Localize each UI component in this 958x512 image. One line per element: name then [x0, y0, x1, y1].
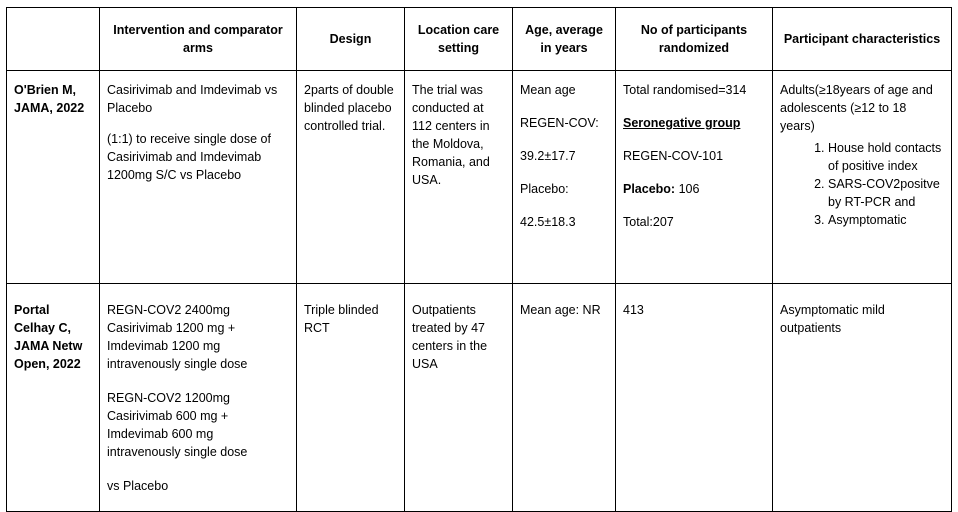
age-text: REGEN-COV:: [520, 116, 599, 130]
study-cell: O'Brien M, JAMA, 2022: [7, 71, 100, 284]
participants-regen: REGEN-COV-101: [623, 149, 724, 163]
list-item: 3. Asymptomatic: [828, 211, 944, 229]
header-study: [7, 8, 100, 71]
age-text: 42.5±18.3: [520, 215, 576, 229]
participants-total: Total randomised=314: [623, 83, 747, 97]
participants-cell: 413: [616, 284, 773, 512]
intervention-cell: [100, 71, 297, 284]
location-cell: The trial was conducted at 112 centers in the Moldova, Romania, and USA.: [405, 71, 513, 284]
header-location: Location care setting: [405, 8, 513, 71]
study-cell: Portal Celhay C, JAMA Netw Open, 2022: [7, 284, 100, 512]
intervention-cell: [100, 284, 297, 512]
header-characteristics: Participant characteristics: [773, 8, 952, 71]
design-cell: 2parts of double blinded placebo controlled trial.: [297, 71, 405, 284]
placebo-label: Placebo:: [623, 182, 676, 196]
characteristics-intro: Adults(≥18years of age and adolescents (≥12 to 18 years): [780, 83, 933, 133]
intervention-text: REGN-COV2 2400mg Casirivimab 1200 mg + Imdevimab 1200 mg intravenously single dose: [107, 303, 248, 371]
placebo-value: 106: [675, 182, 700, 196]
intervention-text: Casirivimab and Imdevimab vs Placebo: [107, 83, 278, 115]
header-intervention: Intervention and comparator arms: [100, 8, 297, 71]
participants-cell: [616, 71, 773, 284]
age-text: 39.2±17.7: [520, 149, 576, 163]
list-item: 1. House hold contacts of positive index: [828, 139, 944, 175]
age-text: Placebo:: [520, 182, 569, 196]
age-text: Mean age: [520, 83, 576, 97]
participants-placebo: [623, 180, 765, 198]
intervention-text: (1:1) to receive single dose of Casirivimab and Imdevimab 1200mg S/C vs Placebo: [107, 132, 271, 182]
characteristics-cell: Asymptomatic mild outpatients: [773, 284, 952, 512]
design-cell: Triple blinded RCT: [297, 284, 405, 512]
characteristics-cell: [773, 71, 952, 284]
age-cell: [513, 71, 616, 284]
location-cell: Outpatients treated by 47 centers in the USA: [405, 284, 513, 512]
list-item: 2. SARS-COV2positve by RT-PCR and: [828, 175, 944, 211]
participants-group: Seronegative group: [623, 116, 741, 130]
participants-total2: Total:207: [623, 215, 674, 229]
studies-table: [6, 7, 952, 512]
characteristics-list: [780, 139, 944, 229]
table-row: [7, 71, 952, 284]
age-cell: Mean age: NR: [513, 284, 616, 512]
header-row: [7, 8, 952, 71]
header-participants: No of participants randomized: [616, 8, 773, 71]
table-row: [7, 284, 952, 512]
intervention-text: REGN-COV2 1200mg Casirivimab 600 mg + Imdevimab 600 mg intravenously single dose: [107, 391, 248, 459]
intervention-text: vs Placebo: [107, 479, 169, 493]
header-design: Design: [297, 8, 405, 71]
header-age: Age, average in years: [513, 8, 616, 71]
